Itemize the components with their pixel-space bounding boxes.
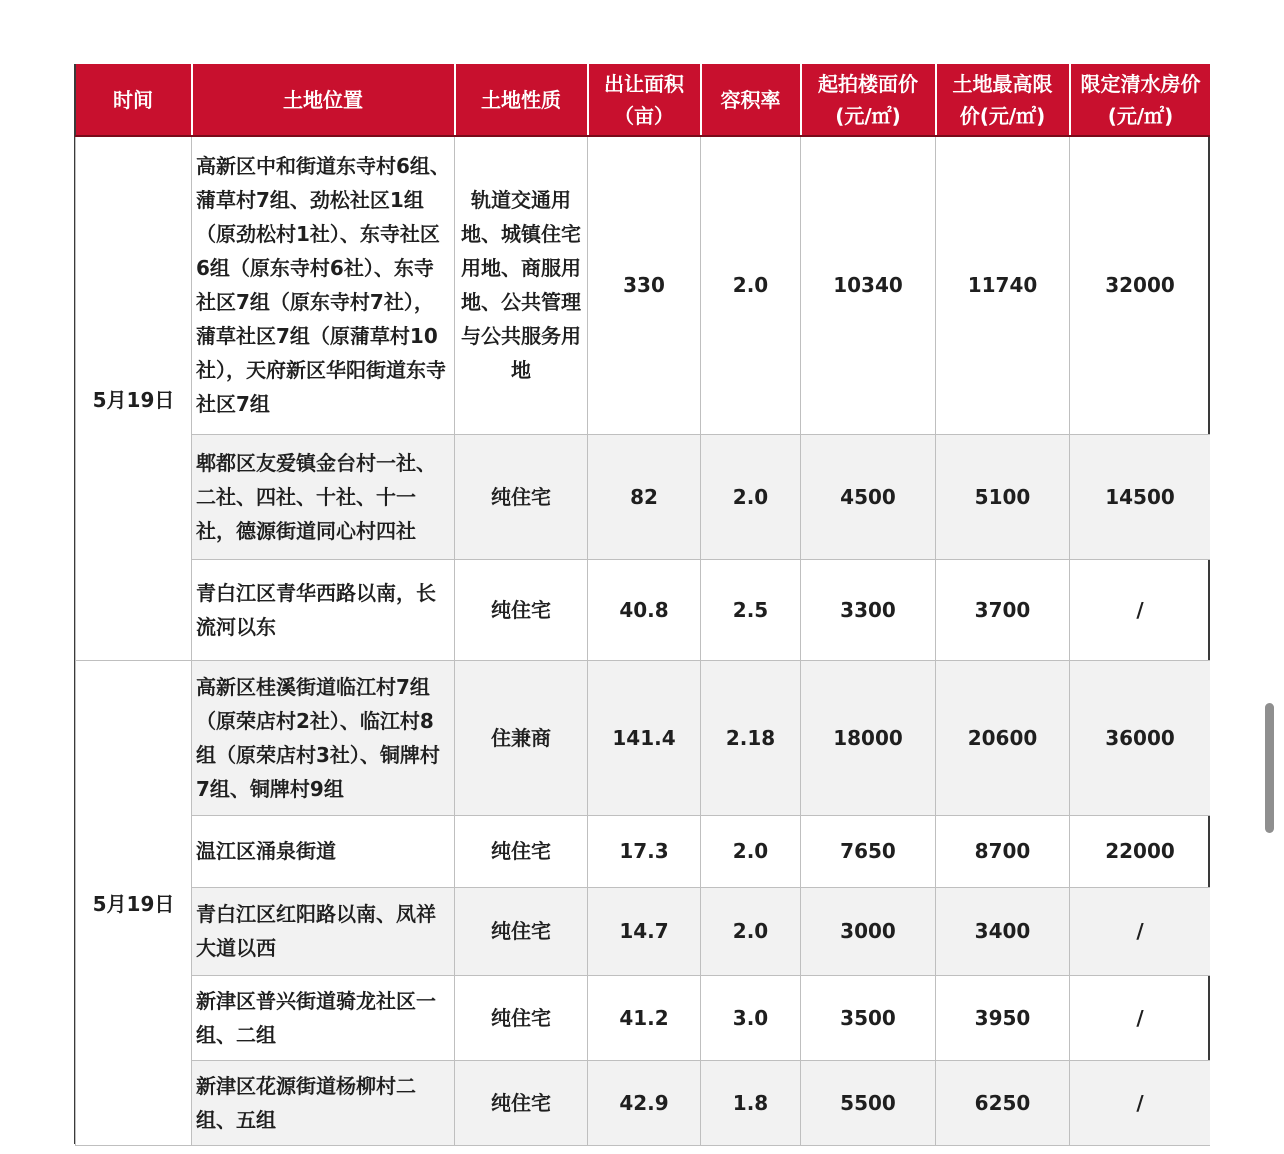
table-row	[76, 136, 1211, 434]
table-row	[76, 660, 1211, 815]
nature-cell: 纯住宅	[455, 815, 588, 887]
table-row	[76, 887, 1211, 975]
nature-cell: 住兼商	[455, 660, 588, 815]
house-price-cell: 22000	[1070, 815, 1211, 887]
area-cell: 40.8	[588, 559, 701, 660]
house-price-cell: 32000	[1070, 136, 1211, 434]
start-price-cell: 4500	[801, 434, 936, 559]
header-house-price: 限定清水房价 (元/㎡)	[1070, 64, 1211, 136]
location-cell: 高新区桂溪街道临江村7组（原荣店村2社）、临江村8组（原荣店村3社）、铜牌村7组、铜牌村9组	[192, 660, 455, 815]
location-cell: 新津区普兴街道骑龙社区一组、二组	[192, 975, 455, 1060]
vertical-scrollbar[interactable]	[1265, 703, 1274, 833]
start-price-cell: 7650	[801, 815, 936, 887]
area-cell: 330	[588, 136, 701, 434]
header-nature: 土地性质	[455, 64, 588, 136]
land-auction-table	[75, 64, 1210, 1146]
nature-cell: 纯住宅	[455, 887, 588, 975]
location-cell: 新津区花源街道杨柳村二组、五组	[192, 1060, 455, 1145]
header-start-price: 起拍楼面价 (元/㎡)	[801, 64, 936, 136]
area-cell: 42.9	[588, 1060, 701, 1145]
far-cell: 2.0	[701, 887, 801, 975]
max-price-cell: 5100	[936, 434, 1070, 559]
start-price-cell: 18000	[801, 660, 936, 815]
house-price-cell: 14500	[1070, 434, 1211, 559]
start-price-cell: 3300	[801, 559, 936, 660]
time-cell: 5月19日	[76, 136, 192, 660]
header-far: 容积率	[701, 64, 801, 136]
location-cell: 高新区中和街道东寺村6组、蒲草村7组、劲松社区1组（原劲松村1社）、东寺社区6组（原东寺村6社）、东寺社区7组（原东寺村7社），蒲草社区7组（原蒲草村10社），天府新区华阳街道东寺社区7组	[192, 136, 455, 434]
far-cell: 2.0	[701, 815, 801, 887]
nature-cell: 纯住宅	[455, 434, 588, 559]
area-cell: 82	[588, 434, 701, 559]
land-auction-table-container	[75, 64, 1210, 1154]
table-header-row	[76, 64, 1211, 136]
area-cell: 41.2	[588, 975, 701, 1060]
table-row	[76, 434, 1211, 559]
max-price-cell: 3400	[936, 887, 1070, 975]
far-cell: 2.18	[701, 660, 801, 815]
location-cell: 温江区涌泉街道	[192, 815, 455, 887]
header-area: 出让面积 （亩）	[588, 64, 701, 136]
house-price-cell: /	[1070, 559, 1211, 660]
start-price-cell: 10340	[801, 136, 936, 434]
max-price-cell: 3700	[936, 559, 1070, 660]
house-price-cell: 36000	[1070, 660, 1211, 815]
location-cell: 郫都区友爱镇金台村一社、二社、四社、十社、十一社，德源街道同心村四社	[192, 434, 455, 559]
house-price-cell: /	[1070, 975, 1211, 1060]
far-cell: 3.0	[701, 975, 801, 1060]
nature-cell: 纯住宅	[455, 559, 588, 660]
max-price-cell: 20600	[936, 660, 1070, 815]
table-row	[76, 1060, 1211, 1145]
far-cell: 2.0	[701, 136, 801, 434]
nature-cell: 纯住宅	[455, 975, 588, 1060]
table-row	[76, 559, 1211, 660]
start-price-cell: 5500	[801, 1060, 936, 1145]
house-price-cell: /	[1070, 1060, 1211, 1145]
nature-cell: 纯住宅	[455, 1060, 588, 1145]
table-row	[76, 975, 1211, 1060]
header-location: 土地位置	[192, 64, 455, 136]
time-cell: 5月19日	[76, 660, 192, 1145]
max-price-cell: 8700	[936, 815, 1070, 887]
start-price-cell: 3500	[801, 975, 936, 1060]
location-cell: 青白江区红阳路以南、凤祥大道以西	[192, 887, 455, 975]
max-price-cell: 6250	[936, 1060, 1070, 1145]
far-cell: 2.5	[701, 559, 801, 660]
location-cell: 青白江区青华西路以南，长流河以东	[192, 559, 455, 660]
area-cell: 14.7	[588, 887, 701, 975]
header-max-price: 土地最高限 价(元/㎡)	[936, 64, 1070, 136]
header-time: 时间	[76, 64, 192, 136]
nature-cell: 轨道交通用地、城镇住宅用地、商服用地、公共管理与公共服务用地	[455, 136, 588, 434]
start-price-cell: 3000	[801, 887, 936, 975]
house-price-cell: /	[1070, 887, 1211, 975]
far-cell: 2.0	[701, 434, 801, 559]
area-cell: 141.4	[588, 660, 701, 815]
area-cell: 17.3	[588, 815, 701, 887]
max-price-cell: 3950	[936, 975, 1070, 1060]
table-row	[76, 815, 1211, 887]
far-cell: 1.8	[701, 1060, 801, 1145]
max-price-cell: 11740	[936, 136, 1070, 434]
